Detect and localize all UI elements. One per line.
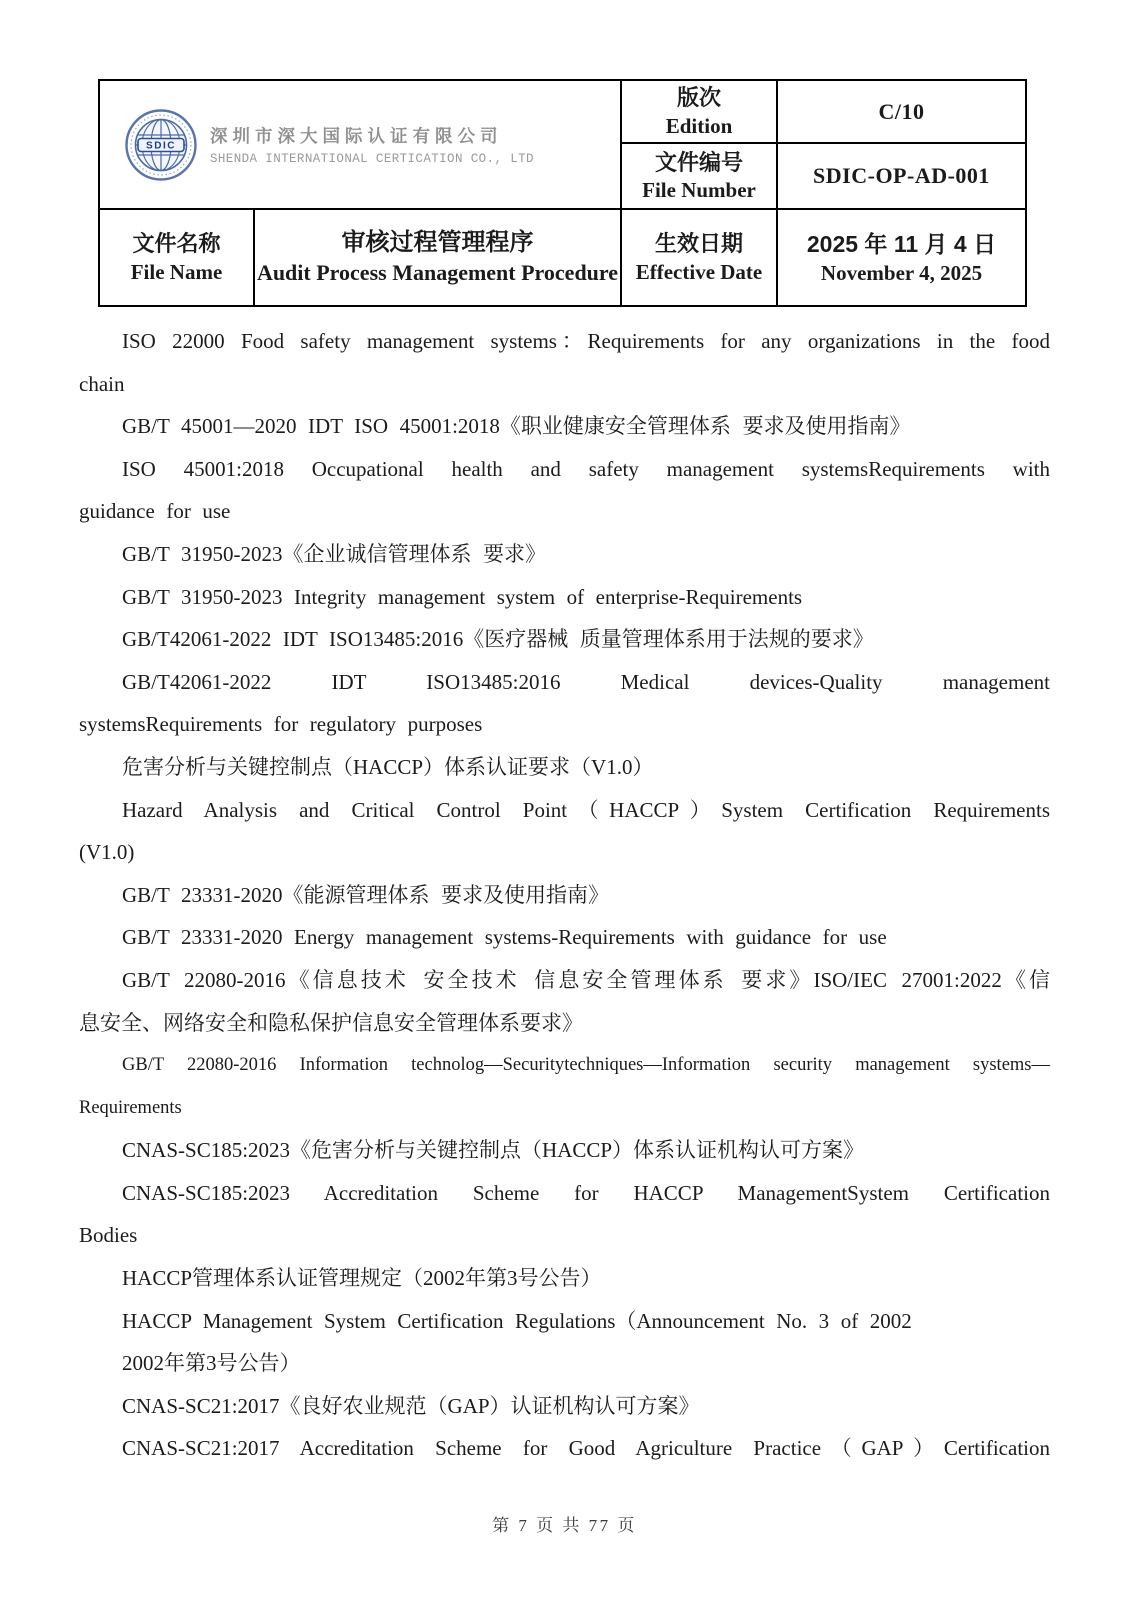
- body-line: GB/T 22080-2016 Information technolog—Securitytechniques—Information security management systems—: [122, 1055, 1050, 1076]
- effective-date-value-cell: [778, 210, 1025, 305]
- paragraph: [79, 1129, 1050, 1172]
- paragraph: [79, 746, 1050, 789]
- body-line: CNAS-SC21:2017 Accreditation Scheme for Good Agriculture Practice（GAP）Certification: [122, 1436, 1050, 1461]
- company-name-en: SHENDA INTERNATIONAL CERTICATION CO., LTD: [210, 152, 534, 166]
- body-line: CNAS-SC185:2023 Accreditation Scheme for HACCP ManagementSystem Certification: [122, 1180, 1050, 1205]
- paragraph: [79, 533, 1050, 576]
- edition-label-en: Edition: [665, 113, 733, 138]
- paragraph: [79, 576, 1050, 619]
- company-logo-icon: [124, 108, 198, 182]
- body-line: HACCP Management System Certification Regulations（Announcement No. 3 of 2002: [122, 1308, 912, 1333]
- paragraph: [79, 1257, 1050, 1300]
- body-line: GB/T 31950-2023《企业诚信管理体系 要求》: [122, 541, 547, 566]
- body-line: systemsRequirements for regulatory purposes: [79, 712, 483, 737]
- paragraph: [79, 405, 1050, 448]
- body-line: GB/T42061-2022 IDT ISO13485:2016 Medical devices-Quality management: [122, 669, 1050, 694]
- svg-text:SDIC: SDIC: [146, 140, 176, 151]
- file-name-value-cell: [255, 210, 622, 305]
- paragraph: [79, 618, 1050, 661]
- body-line: CNAS-SC21:2017《良好农业规范（GAP）认证机构认可方案》: [122, 1393, 700, 1418]
- paragraph: [79, 448, 1050, 533]
- paragraph: [79, 1385, 1050, 1428]
- paragraph: [79, 1044, 1050, 1129]
- effective-date-label-cell: [622, 210, 778, 305]
- effective-date-en: November 4, 2025: [820, 260, 983, 285]
- body-line: HACCP管理体系认证管理规定（2002年第3号公告）: [122, 1266, 602, 1291]
- body-line: GB/T 23331-2020 Energy management systems-Requirements with guidance for use: [122, 925, 887, 950]
- body-line: guidance for use: [79, 499, 231, 524]
- paragraph: [79, 789, 1050, 874]
- document-body: [79, 320, 1050, 1470]
- effective-date-label-en: Effective Date: [635, 259, 763, 284]
- body-line: GB/T 22080-2016《信息技术 安全技术 信息安全管理体系 要求》ISO/IEC 27001:2022《信: [122, 967, 1050, 992]
- paragraph: [79, 320, 1050, 405]
- body-line: (V1.0): [79, 840, 135, 865]
- body-line: CNAS-SC185:2023《危害分析与关键控制点（HACCP）体系认证机构认可方案》: [122, 1138, 865, 1163]
- body-line: GB/T42061-2022 IDT ISO13485:2016《医疗器械 质量管理体系用于法规的要求》: [122, 627, 874, 652]
- body-line: ISO 45001:2018 Occupational health and safety management systemsRequirements with: [122, 456, 1050, 481]
- paragraph: [79, 1300, 1050, 1385]
- edition-value-cell: [778, 81, 1025, 144]
- body-line: GB/T 45001—2020 IDT ISO 45001:2018《职业健康安全管理体系 要求及使用指南》: [122, 414, 911, 439]
- file-number-label-en: File Number: [642, 178, 756, 203]
- body-line: chain: [79, 371, 125, 396]
- company-names: [210, 123, 534, 166]
- edition-label-cell: [622, 81, 778, 144]
- paragraph: [79, 1172, 1050, 1257]
- body-line: GB/T 23331-2020《能源管理体系 要求及使用指南》: [122, 882, 610, 907]
- header-table: [98, 79, 1027, 307]
- paragraph: [79, 1427, 1050, 1470]
- company-name-cn: 深圳市深大国际认证有限公司: [210, 126, 503, 146]
- body-line: Bodies: [79, 1223, 138, 1248]
- file-number-value: SDIC-OP-AD-001: [813, 163, 990, 188]
- file-name-label-cell: [100, 210, 255, 305]
- body-line: 2002年第3号公告）: [122, 1351, 301, 1376]
- body-line: 息安全、网络安全和隐私保护信息安全管理体系要求》: [79, 1010, 583, 1035]
- paragraph: [79, 874, 1050, 917]
- body-line: ISO 22000 Food safety management systems：Requirements for any organizations in the food: [122, 329, 1050, 353]
- paragraph: [79, 916, 1050, 959]
- body-line: Hazard Analysis and Critical Control Point（HACCP）System Certification Requirements: [122, 797, 1050, 822]
- page-number-footer: 第 7 页 共 77 页: [492, 1516, 637, 1535]
- body-line: Requirements: [79, 1097, 182, 1118]
- procedure-title-en: Audit Process Management Procedure: [256, 260, 619, 286]
- paragraph: [79, 959, 1050, 1044]
- file-name-label-cn: 文件名称: [132, 231, 221, 257]
- paragraph: [79, 661, 1050, 746]
- procedure-title-cn: 审核过程管理程序: [341, 229, 534, 256]
- edition-label-cn: 版次: [676, 85, 721, 111]
- company-header-cell: [100, 81, 622, 210]
- effective-date-label-cn: 生效日期: [654, 231, 743, 257]
- file-number-label-cell: [622, 144, 778, 210]
- edition-value: C/10: [878, 98, 925, 124]
- body-line: 危害分析与关键控制点（HACCP）体系认证要求（V1.0）: [122, 754, 654, 779]
- body-line: GB/T 31950-2023 Integrity management system of enterprise-Requirements: [122, 584, 803, 609]
- file-name-label-en: File Name: [130, 259, 223, 284]
- file-number-label-cn: 文件编号: [654, 149, 743, 175]
- file-number-value-cell: [778, 144, 1025, 210]
- effective-date-cn: 2025 年 11 月 4 日: [806, 230, 997, 257]
